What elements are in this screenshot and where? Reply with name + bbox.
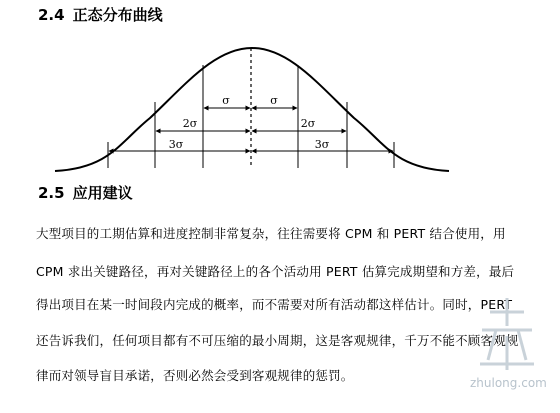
paragraph-line: 还告诉我们，任何项目都有不可压缩的最小周期，这是客观规律，千万不能不顾客观规 <box>36 333 519 348</box>
bell-curve <box>55 48 449 171</box>
section-title: 应用建议 <box>72 184 133 202</box>
label-right-1-sigma: σ <box>270 94 278 107</box>
paragraph-line: 大型项目的工期估算和进度控制非常复杂，往往需要将 CPM 和 PERT 结合使用，用 <box>36 226 506 241</box>
label-left-1-sigma: σ <box>222 94 230 107</box>
watermark-text: zhulong.com <box>470 376 547 390</box>
watermark <box>460 290 555 400</box>
paragraph-line: 律而对领导盲目承诺，否则必然会受到客观规律的惩罚。 <box>36 368 354 383</box>
paragraph-line: CPM 求出关键路径，再对关键路径上的各个活动用 PERT 估算完成期望和方差，最后 <box>36 264 515 279</box>
paragraph-line: 得出项目在某一时间段内完成的概率，而不需要对所有活动都这样估计。同时，PERT <box>36 297 513 312</box>
label-right-2-sigma: 2σ <box>300 117 316 130</box>
label-right-3-sigma: 3σ <box>314 138 330 151</box>
normal-distribution-diagram <box>0 0 560 180</box>
label-left-2-sigma: 2σ <box>182 117 198 130</box>
section-number: 2.4 <box>38 6 65 24</box>
section-heading-recommendations <box>38 184 133 202</box>
section-number: 2.5 <box>38 184 65 202</box>
label-left-3-sigma: 3σ <box>168 138 184 151</box>
watermark-logo-icon <box>460 290 555 380</box>
section-title: 正态分布曲线 <box>72 6 163 24</box>
